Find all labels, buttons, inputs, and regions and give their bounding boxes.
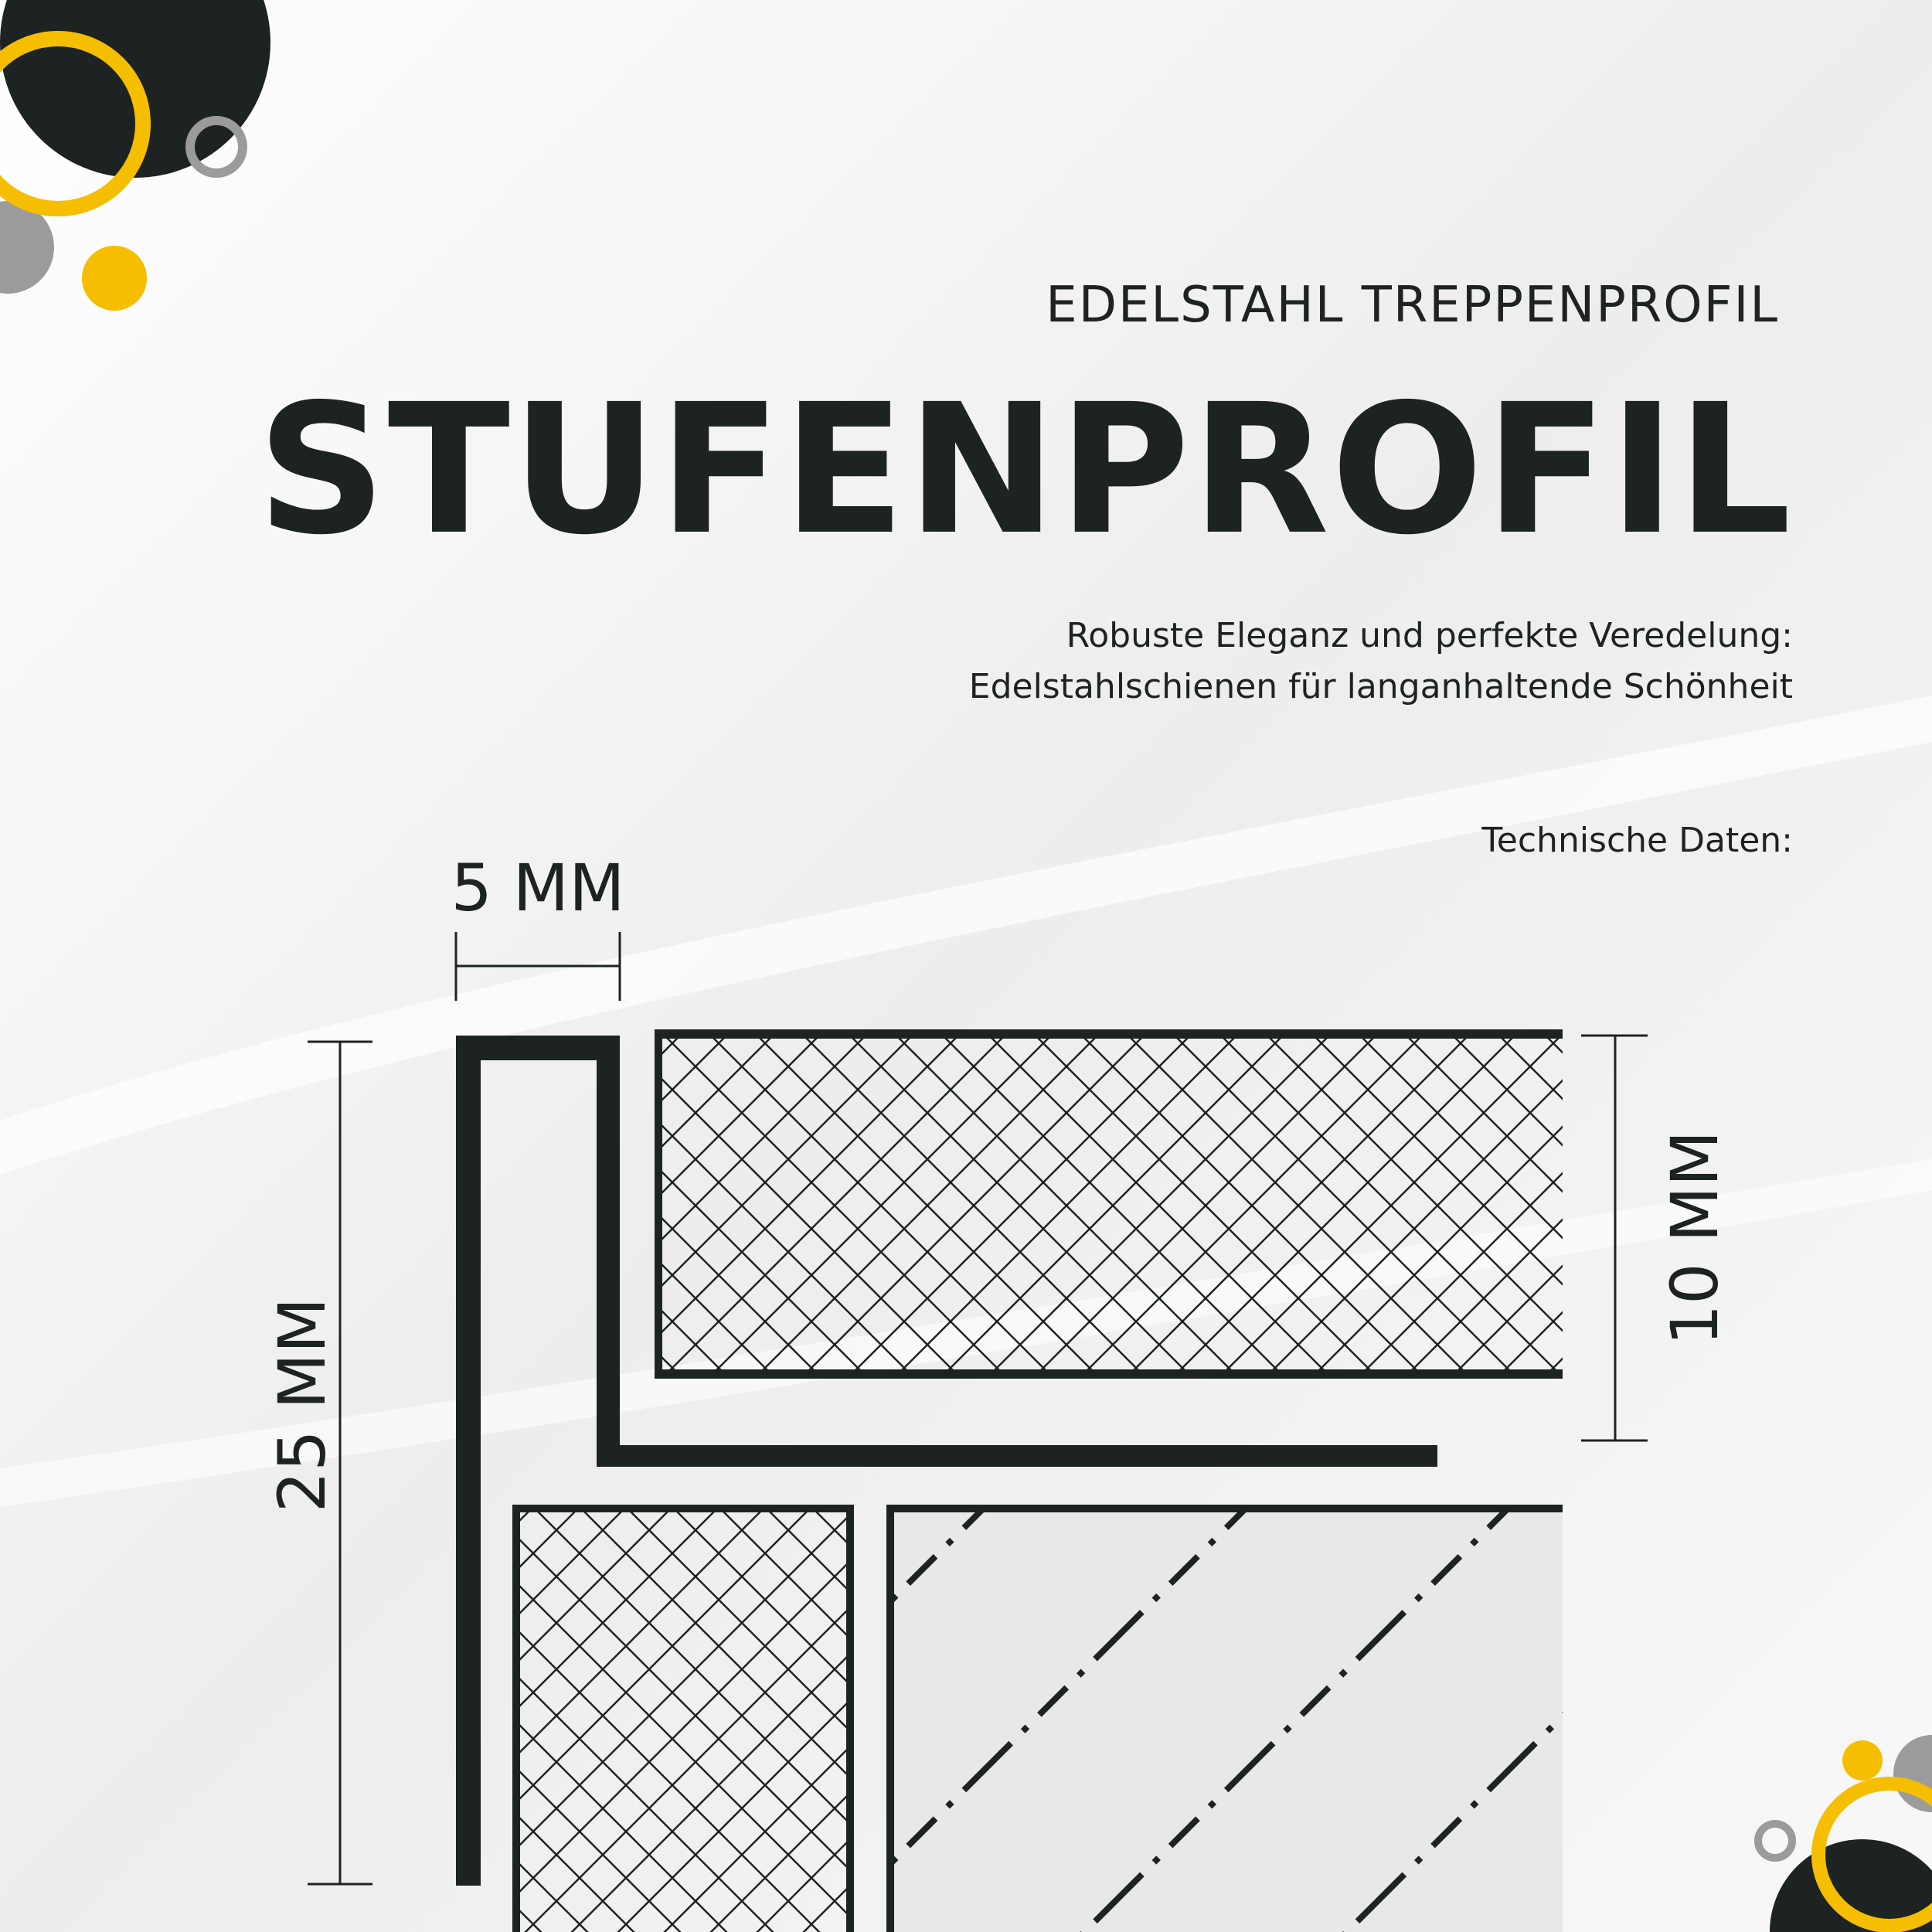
height-dimension-label: 25 MM [264,1297,340,1513]
technical-data-label: Technische Daten: [1481,821,1793,860]
tagline-line-1: Robuste Eleganz und perfekte Veredelung: [1066,616,1793,655]
tagline-line-2: Edelstahlschienen für langanhaltende Schönheit [968,667,1793,706]
top-tile [657,1029,1563,1379]
dimension-tile [1581,1036,1648,1440]
riser-tile [516,1509,850,1932]
page-title: STUFENPROFIL [257,366,1793,574]
product-subtitle: EDELSTAHL TREPPENPROFIL [1046,277,1779,334]
tile-dimension-label: 10 MM [1657,1130,1733,1346]
substrate-block [890,1509,1563,1932]
dimension-width [456,932,620,1001]
width-dimension-label: 5 MM [451,850,625,926]
